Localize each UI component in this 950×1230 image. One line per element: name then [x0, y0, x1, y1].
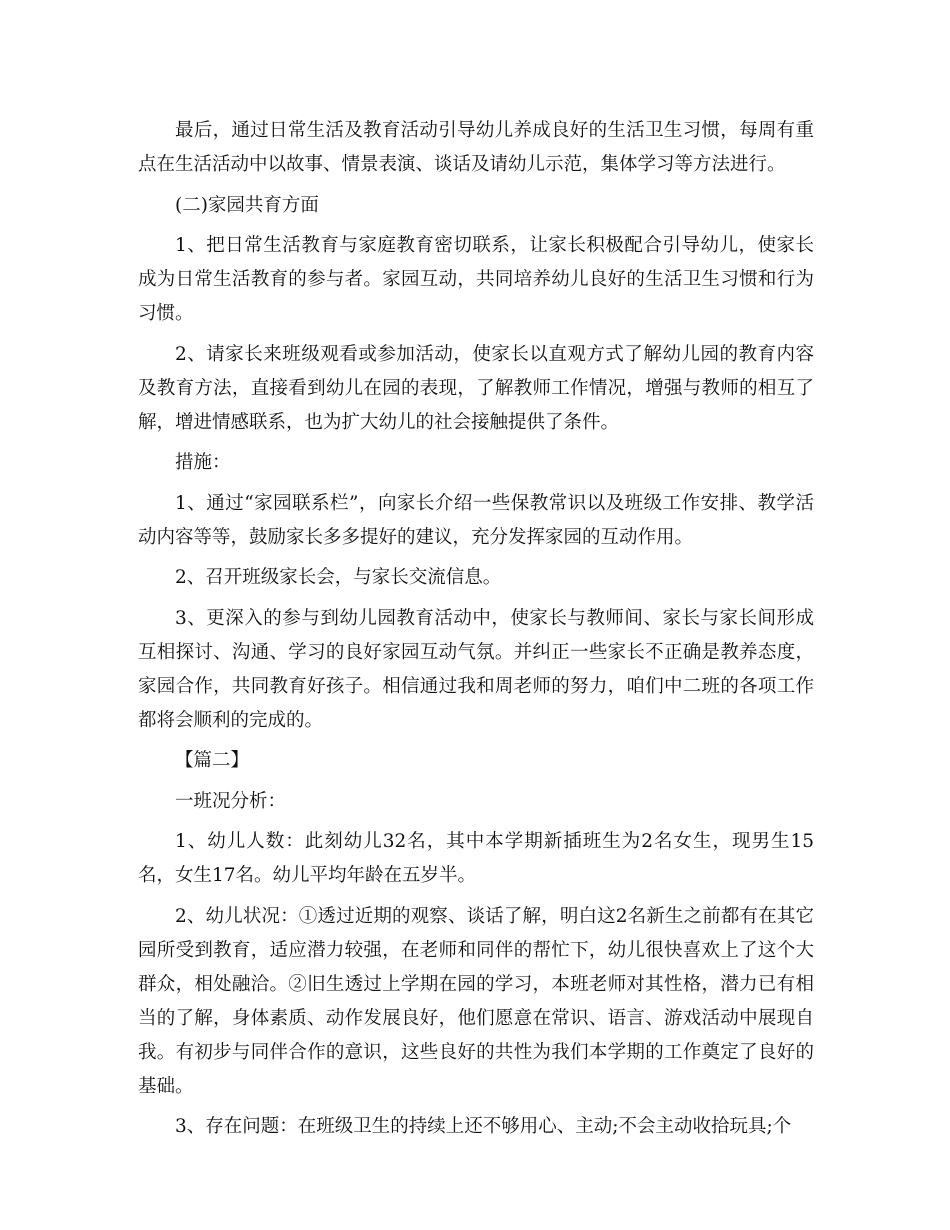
paragraph-child-count: 1、幼儿人数：此刻幼儿32名，其中本学期新插班生为2名女生，现男生15名，女生17名。幼儿平均年龄在五岁半。 [138, 831, 814, 886]
document-body [138, 114, 814, 1151]
paragraph-home-school-2: 2、请家长来班级观看或参加活动，使家长以直观方式了解幼儿园的教育内容及教育方法，直接看到幼儿在园的表现，了解教师工作情况，增强与教师的相互了解，增进情感联系，也为扩大幼儿的社会接触提供了条件。 [138, 343, 814, 433]
section-heading-home-school: (二)家园共育方面 [175, 194, 319, 216]
section-heading-measures: 措施： [175, 452, 231, 473]
section-heading-class-analysis: 一班况分析： [175, 790, 287, 812]
section-heading-part-two: 【篇二】 [175, 750, 250, 771]
paragraph-measure-2: 2、召开班级家长会，与家长交流信息。 [175, 567, 502, 588]
paragraph-measure-3: 3、更深入的参与到幼儿园教育活动中，使家长与教师间、家长与家长间形成互相探讨、沟通、学习的良好家园互动气氛。并纠正一些家长不正确是教养态度，家园合作，共同教育好孩子。相信通过我和周老师的努力，咱们中二班的各项工作都将会顺利的完成的。 [138, 607, 814, 731]
paragraph-closing-habits: 最后，通过日常生活及教育活动引导幼儿养成良好的生活卫生习惯，每周有重点在生活活动中以故事、情景表演、谈话及请幼儿示范，集体学习等方法进行。 [138, 120, 814, 175]
paragraph-child-status: 2、幼儿状况：①透过近期的观察、谈话了解，明白这2名新生之前都有在其它园所受到教育，适应潜力较强，在老师和同伴的帮忙下，幼儿很快喜欢上了这个大群众，相处融洽。②旧生透过上学期在园的学习，本班老师对其性格，潜力已有相当的了解，身体素质、动作发展良好，他们愿意在常识、语言、游戏活动中展现自我。有初步与同伴合作的意识，这些良好的共性为我们本学期的工作奠定了良好的基础。 [138, 905, 814, 1097]
paragraph-existing-problems: 3、存在问题：在班级卫生的持续上还不够用心、主动;不会主动收拾玩具;个 [175, 1116, 792, 1137]
paragraph-home-school-1: 1、把日常生活教育与家庭教育密切联系，让家长积极配合引导幼儿，使家长成为日常生活教育的参与者。家园互动，共同培养幼儿良好的生活卫生习惯和行为习惯。 [138, 235, 814, 324]
paragraph-measure-1: 1、通过“家园联系栏”，向家长介绍一些保教常识以及班级工作安排、教学活动内容等等，鼓励家长多多提好的建议，充分发挥家园的互动作用。 [138, 492, 814, 548]
